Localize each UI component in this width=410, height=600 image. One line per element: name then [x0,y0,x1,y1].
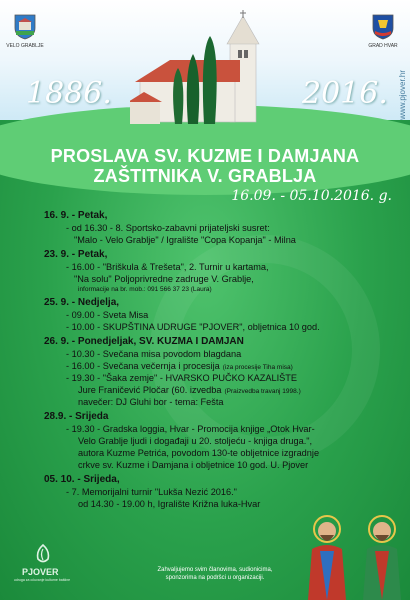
title-line-1: PROSLAVA SV. KUZME I DAMJANA [50,146,360,166]
schedule-text: "Malo - Velo Grablje" / Igralište "Copa Kopanja" - Milna [74,235,296,246]
schedule-text: - 19.30 - "Šaka zemje" - HVARSKO PUČKO KAZALIŠTE [66,373,298,384]
schedule-item [66,310,148,320]
schedule-text: 28.9. - Srijeda [44,410,109,422]
schedule-text: od 14.30 - 19.00 h, Igralište Križna luka-Hvar [78,498,261,509]
schedule-text: - 10.00 - SKUPŠTINA UDRUGE "PJOVER", obljetnica 10 god. [66,322,320,333]
schedule-note: (Praizvedba travanj 1998.) [224,388,301,396]
schedule-item [66,223,270,233]
schedule-day-header [44,474,120,485]
schedule-item [78,436,312,446]
schedule-day-header [44,336,244,347]
schedule-text: - 09.00 - Sveta Misa [66,310,149,321]
pjover-logo-name: PJOVER [22,567,59,577]
pjover-logo-icon [32,543,54,565]
schedule-day-header [44,249,107,260]
schedule-text: autora Kuzme Petrića, povodom 130-te obljetnice izgradnje [78,448,320,458]
schedule-text: - 19.30 - Gradska loggia, Hvar - Promocija knjige „Otok Hvar- [66,424,315,434]
schedule-text: 05. 10. - Srijeda, [44,473,120,485]
schedule-item [74,274,254,284]
schedule-day-header [44,210,107,221]
schedule-text: crkve sv. Kuzme i Damjana i obljetnice 10 god. U. Pjover [78,460,309,470]
right-crest-label: GRAD HVAR [368,43,398,49]
year-start: 1886. [26,76,112,111]
schedule-text: - od 16.30 - 8. Sportsko-zabavni prijateljski susret: [66,223,270,234]
schedule-item [66,424,315,434]
schedule-item [78,448,319,458]
schedule-text: 23. 9. - Petak, [44,248,108,260]
pjover-logo-subtitle: udruga za očuvanje kulturne baštine [13,578,71,582]
schedule-text: Jure Franičević Pločar (60. izvedba [78,385,222,396]
schedule-text: Velo Grablje ljudi i događaji u 20. stoljeću - knjiga druga.", [78,436,313,446]
schedule-text: 16. 9. - Petak, [44,210,108,221]
event-dates: 16.09. - 05.10.2016. g. [231,188,392,204]
schedule-item [78,499,260,509]
schedule-text: - 10.30 - Svečana misa povodom blagdana [66,349,242,360]
schedule-note: (iza procesije Tiha misa) [222,364,293,372]
schedule-item [66,322,320,332]
schedule-text: - 16.00 - Svečana večernja i procesija [66,361,220,372]
schedule-text: 25. 9. - Nedjelja, [44,296,120,308]
schedule-text: - 16.00 - "Briškula & Trešeta", 2. Turnir u kartama, [66,262,269,273]
church-illustration [130,10,290,130]
schedule-item [66,361,293,371]
website-url[interactable]: www.pjover.hr [398,70,407,120]
schedule-day-header [44,297,119,308]
year-end: 2016. [302,76,388,111]
left-crest-label: VELO GRABLJE [6,43,44,49]
title-line-2: ZAŠTITNIKA V. GRABLJA [93,166,317,186]
schedule-item [78,460,308,470]
schedule-text: - 7. Memorijalni turnir "Lukša Nezić 2016." [66,486,237,497]
schedule-item [66,262,269,272]
schedule-text: navečer: DJ Gluhi bor - tema: Fešta [78,397,224,408]
schedule-text: 26. 9. - Ponedjeljak, SV. KUZMA I DAMJAN [44,335,244,347]
schedule-item [66,373,297,383]
schedule-text: informacije na br. mob.: 091 566 37 23 (Laura) [78,286,212,294]
thanks-text: Zahvaljujemo svim članovima, sudionicima, sponzorima na podršci u organizaciji. [157,567,273,581]
velo-grablje-crest-icon [14,14,36,40]
grad-hvar-crest-icon [372,14,394,40]
schedule-text: "Na solu" Poljoprivredne zadruge V. Grablje, [74,274,254,285]
schedule-item [78,397,224,407]
schedule-item [78,385,301,395]
schedule-item [66,349,241,359]
schedule-item [74,235,296,245]
schedule-item [66,487,237,497]
schedule-day-header [44,411,108,422]
saints-illustration [300,515,410,600]
schedule-item [78,286,212,293]
